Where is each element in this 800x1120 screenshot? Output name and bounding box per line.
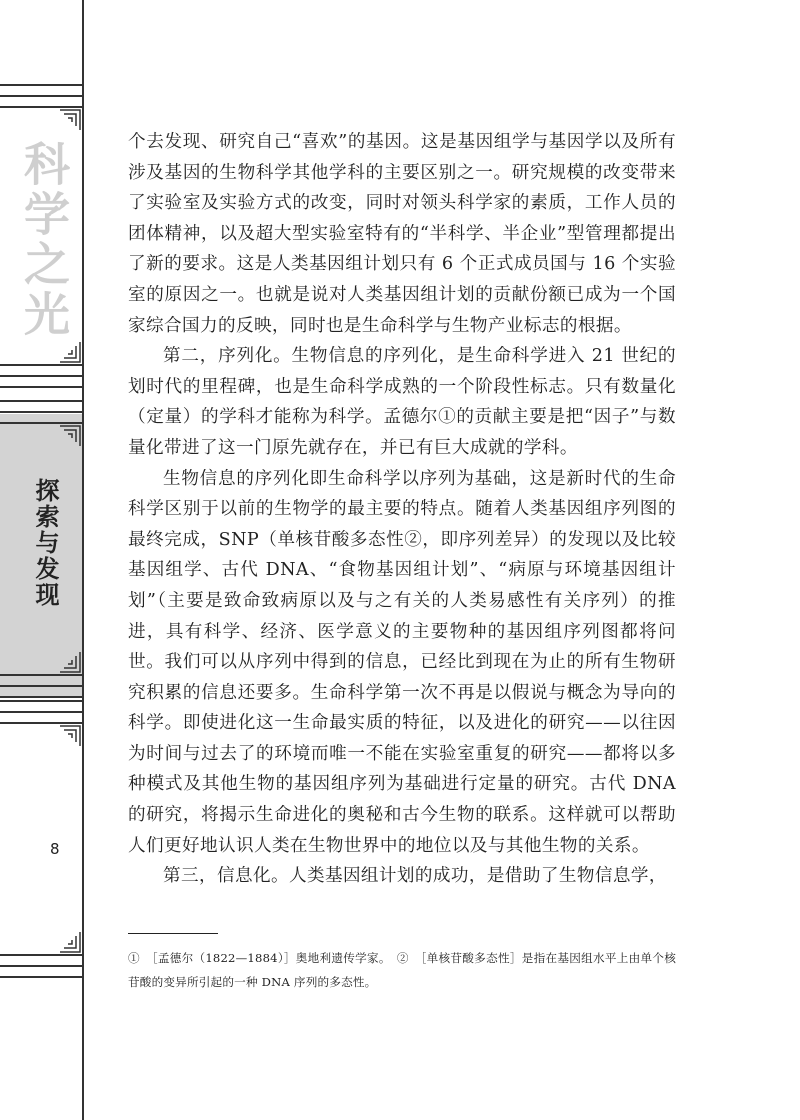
ornament-corner-icon [58, 108, 82, 132]
section-title: 探索与发现 [31, 478, 60, 608]
ornament-band-mid [0, 364, 82, 388]
ornament-corner-icon [58, 930, 82, 954]
footnote: ① ［孟德尔（1822—1884）］奥地利遗传学家。 ② ［单核苷酸多态性］是指在基因组水平上由单个核苷酸的变异所引起的一种 DNA 序列的多态性。 [128, 951, 676, 989]
paragraph: 第三，信息化。人类基因组计划的成功，是借助了生物信息学， [163, 866, 667, 887]
ornament-band-lower [0, 700, 82, 724]
ornament-corner-icon [58, 424, 82, 448]
paragraph: 个去发现、研究自己“喜欢”的基因。这是基因组学与基因学以及所有涉及基因的生物科学其他学科的主要区别之一。研究规模的改变带来了实验室及实验方式的改变，同时对领头科学家的素质，工作人员的团体精神，以及超大型实验室特有的“半科学、半企业”型管理都提出了新的要求。这是人类基因组计划只有 6 个正式成员国与 16 个实验室的原因之一。也就是说对人类基因组计划的贡献份额已成为一个国家综合国力的反映，同时也是生命科学与生物产业标志的根据。 [128, 132, 676, 336]
ornament-band-bottom [0, 954, 82, 978]
ornament-band-panel-top [0, 400, 82, 424]
ornament-corner-icon [58, 340, 82, 364]
sidebar [0, 0, 84, 1120]
page-number: 8 [50, 840, 60, 858]
ornament-corner-icon [58, 650, 82, 674]
ornament-corner-icon [58, 724, 82, 748]
footnote-divider [128, 933, 218, 934]
brand-title: 科学之光 [17, 140, 71, 340]
ornament-band-panel-bottom [0, 674, 82, 698]
paragraph: 第二，序列化。生物信息的序列化，是生命科学进入 21 世纪的划时代的里程碑，也是生命科学成熟的一个阶段性标志。只有数量化（定量）的学科才能称为科学。孟德尔①的贡献主要是把“因子”与数量化带进了这一门原先就存在，并已有巨大成就的学科。 [128, 346, 676, 458]
paragraph: 生物信息的序列化即生命科学以序列为基础，这是新时代的生命科学区别于以前的生物学的最主要的特点。随着人类基因组序列图的最终完成，SNP（单核苷酸多态性②，即序列差异）的发现以及比较基因组学、古代 DNA、“食物基因组计划”、“病原与环境基因组计划”（主要是致命致病原以及与之有关的人类易感性有关序列）的推进，具有科学、经济、医学意义的主要物种的基因组序列图都将问世。我们可以从序列中得到的信息，已经比到现在为止的所有生物研究积累的信息还要多。生命科学第一次不再是以假说与概念为导向的科学。即使进化这一生命最实质的特征，以及进化的研究——以往因为时间与过去了的环境而唯一不能在实验室重复的研究——都将以多种模式及其他生物的基因组序列为基础进行定量的研究。古代 DNA 的研究，将揭示生命进化的奥秘和古今生物的联系。这样就可以帮助人们更好地认识人类在生物世界中的地位以及与其他生物的关系。 [128, 468, 676, 856]
body-text [128, 127, 676, 892]
ornament-band-top [0, 84, 82, 108]
